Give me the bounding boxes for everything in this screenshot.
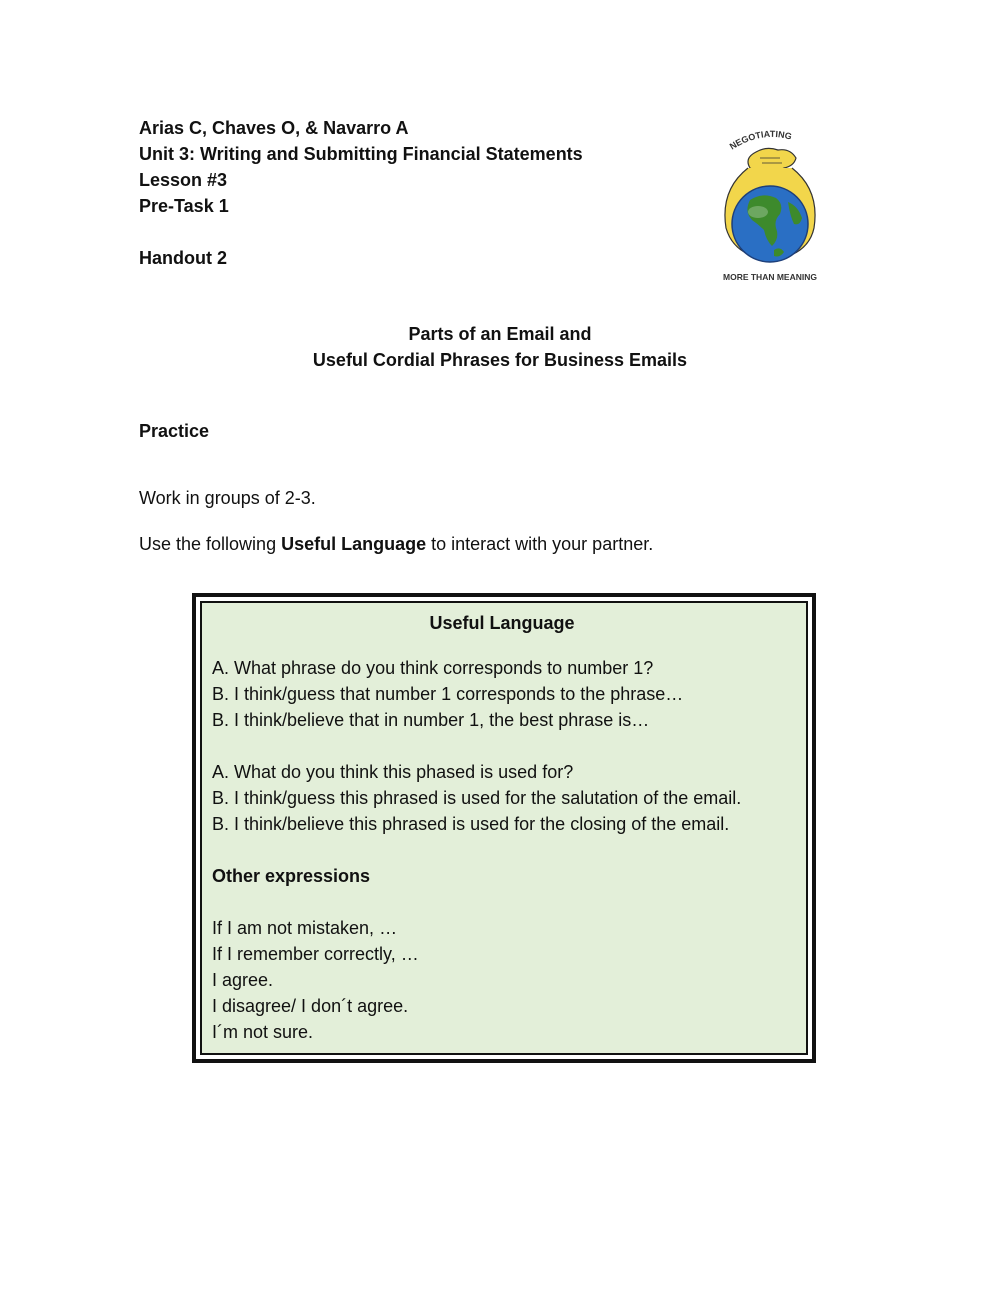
negotiating-logo bbox=[710, 128, 830, 286]
document-header bbox=[139, 115, 583, 271]
logo-bottom-text: MORE THAN MEANING bbox=[723, 272, 817, 282]
lesson-number: Lesson #3 bbox=[139, 170, 228, 190]
expression-line: I´m not sure. bbox=[212, 1022, 314, 1042]
phrase-line: B. I think/believe this phrased is used for the closing of the email. bbox=[212, 814, 730, 834]
expression-line: I agree. bbox=[212, 970, 274, 990]
spacer bbox=[139, 219, 583, 245]
spacer bbox=[212, 837, 802, 863]
spacer bbox=[212, 636, 802, 655]
instruction-prefix: Use the following bbox=[139, 534, 282, 554]
spacer bbox=[212, 889, 802, 915]
globe-icon bbox=[732, 186, 808, 262]
pretask-label: Pre-Task 1 bbox=[139, 196, 229, 216]
title-line-2: Useful Cordial Phrases for Business Emails bbox=[312, 350, 688, 370]
useful-language-title: Useful Language bbox=[429, 613, 575, 633]
useful-language-content bbox=[212, 610, 802, 1045]
handout-label: Handout 2 bbox=[139, 248, 227, 268]
practice-heading: Practice bbox=[139, 421, 210, 441]
phrase-line: B. I think/believe that in number 1, the best phrase is… bbox=[212, 710, 650, 730]
instruction-bold: Useful Language bbox=[281, 534, 427, 554]
title-line-1: Parts of an Email and bbox=[408, 324, 592, 344]
instruction-suffix: to interact with your partner. bbox=[426, 534, 654, 554]
phrase-line: A. What do you think this phased is used for? bbox=[212, 762, 574, 782]
phrase-line: A. What phrase do you think corresponds to number 1? bbox=[212, 658, 654, 678]
authors: Arias C, Chaves O, & Navarro A bbox=[139, 118, 409, 138]
expression-line: I disagree/ I don´t agree. bbox=[212, 996, 409, 1016]
expression-line: If I remember correctly, … bbox=[212, 944, 419, 964]
unit-title: Unit 3: Writing and Submitting Financial Statements bbox=[139, 144, 583, 164]
document-title bbox=[0, 321, 1000, 373]
expression-line: If I am not mistaken, … bbox=[212, 918, 398, 938]
instruction-groups: Work in groups of 2-3. bbox=[139, 488, 316, 508]
logo-top-text: NEGOTIATING bbox=[727, 128, 793, 152]
spacer bbox=[212, 733, 802, 759]
phrase-line: B. I think/guess this phrased is used for the salutation of the email. bbox=[212, 788, 742, 808]
instruction-use bbox=[139, 531, 653, 557]
other-expressions-heading: Other expressions bbox=[212, 866, 371, 886]
phrase-line: B. I think/guess that number 1 corresponds to the phrase… bbox=[212, 684, 684, 704]
